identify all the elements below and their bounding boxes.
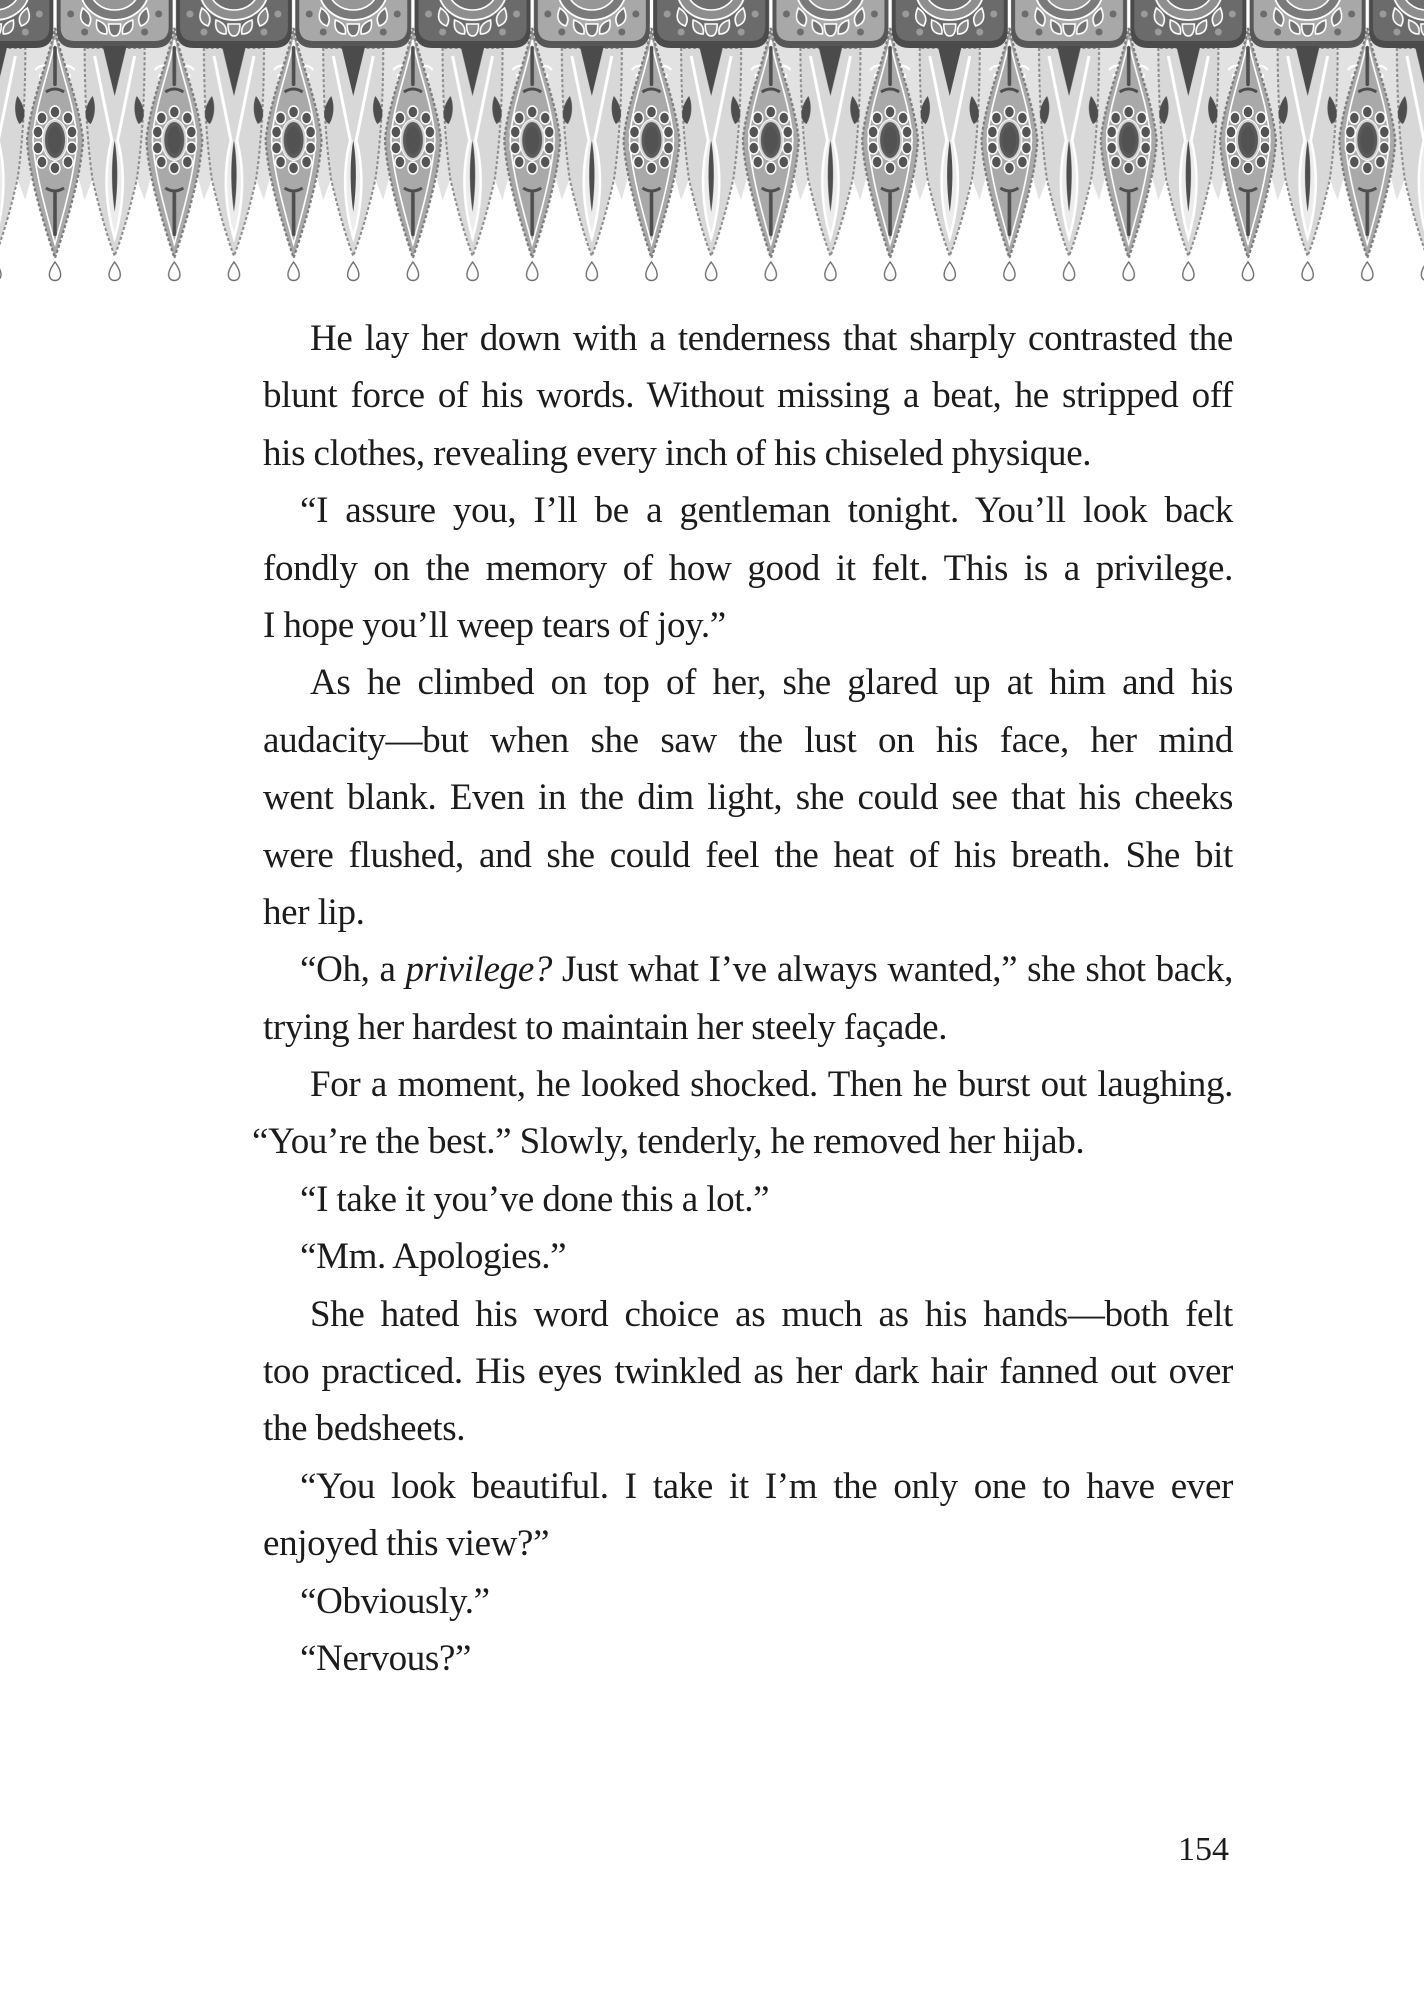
paragraph bbox=[263, 1171, 1233, 1228]
paragraph bbox=[252, 1056, 1233, 1171]
body-text bbox=[252, 310, 1233, 1687]
paragraph bbox=[263, 1630, 1233, 1687]
paragraph bbox=[263, 941, 1233, 1056]
text-line: fondly on the memory of how good it felt. This is a privilege. bbox=[263, 547, 1233, 589]
text-line: “I assure you, I’ll be a gentleman tonight. You’ll look back bbox=[300, 490, 1233, 532]
text-line: “Nervous?” bbox=[300, 1637, 472, 1679]
text-line: went blank. Even in the dim light, she could see that his cheeks bbox=[263, 777, 1233, 819]
ornamental-border-top bbox=[0, 0, 1424, 290]
paragraph bbox=[263, 1458, 1233, 1573]
text-line: too practiced. His eyes twinkled as her dark hair fanned out over bbox=[263, 1351, 1233, 1393]
page-number: 154 bbox=[1178, 1831, 1229, 1868]
text-line: blunt force of his words. Without missing a beat, he stripped off bbox=[263, 375, 1233, 417]
text-line: She hated his word choice as much as his hands—both felt bbox=[310, 1293, 1233, 1335]
text-line: the bedsheets. bbox=[263, 1408, 466, 1450]
text-line: He lay her down with a tenderness that sharply contrasted the bbox=[310, 318, 1233, 359]
paragraph bbox=[263, 654, 1233, 941]
text-line: her lip. bbox=[263, 891, 365, 933]
paragraph bbox=[263, 310, 1233, 482]
text-run: Just what I’ve always wanted,” she shot back, bbox=[552, 949, 1233, 991]
text-line: “Obviously.” bbox=[300, 1580, 490, 1622]
text-line: I hope you’ll weep tears of joy.” bbox=[263, 604, 726, 646]
text-line: As he climbed on top of her, she glared up at him and his bbox=[310, 662, 1233, 704]
text-line bbox=[263, 941, 1233, 998]
text-line: trying her hardest to maintain her steely façade. bbox=[263, 1006, 948, 1048]
italic-emphasis: privilege? bbox=[405, 949, 553, 991]
text-line: were flushed, and she could feel the heat of his breath. She bit bbox=[263, 834, 1233, 876]
text-line: “I take it you’ve done this a lot.” bbox=[300, 1178, 770, 1220]
paragraph bbox=[263, 1228, 1233, 1285]
text-run: “Oh, a bbox=[300, 949, 406, 991]
text-line: his clothes, revealing every inch of his chiseled physique. bbox=[263, 432, 1092, 474]
paragraph bbox=[263, 482, 1233, 654]
text-line: “Mm. Apologies.” bbox=[300, 1236, 567, 1278]
text-line: “You’re the best.” Slowly, tenderly, he removed her hijab. bbox=[252, 1121, 1085, 1163]
text-line: audacity—but when she saw the lust on his face, her mind bbox=[263, 719, 1233, 761]
text-line: enjoyed this view?” bbox=[263, 1523, 550, 1565]
paragraph bbox=[263, 1573, 1233, 1630]
text-line: For a moment, he looked shocked. Then he burst out laughing. bbox=[310, 1064, 1233, 1106]
text-line: “You look beautiful. I take it I’m the only one to have ever bbox=[300, 1465, 1233, 1507]
paragraph bbox=[263, 1286, 1233, 1458]
